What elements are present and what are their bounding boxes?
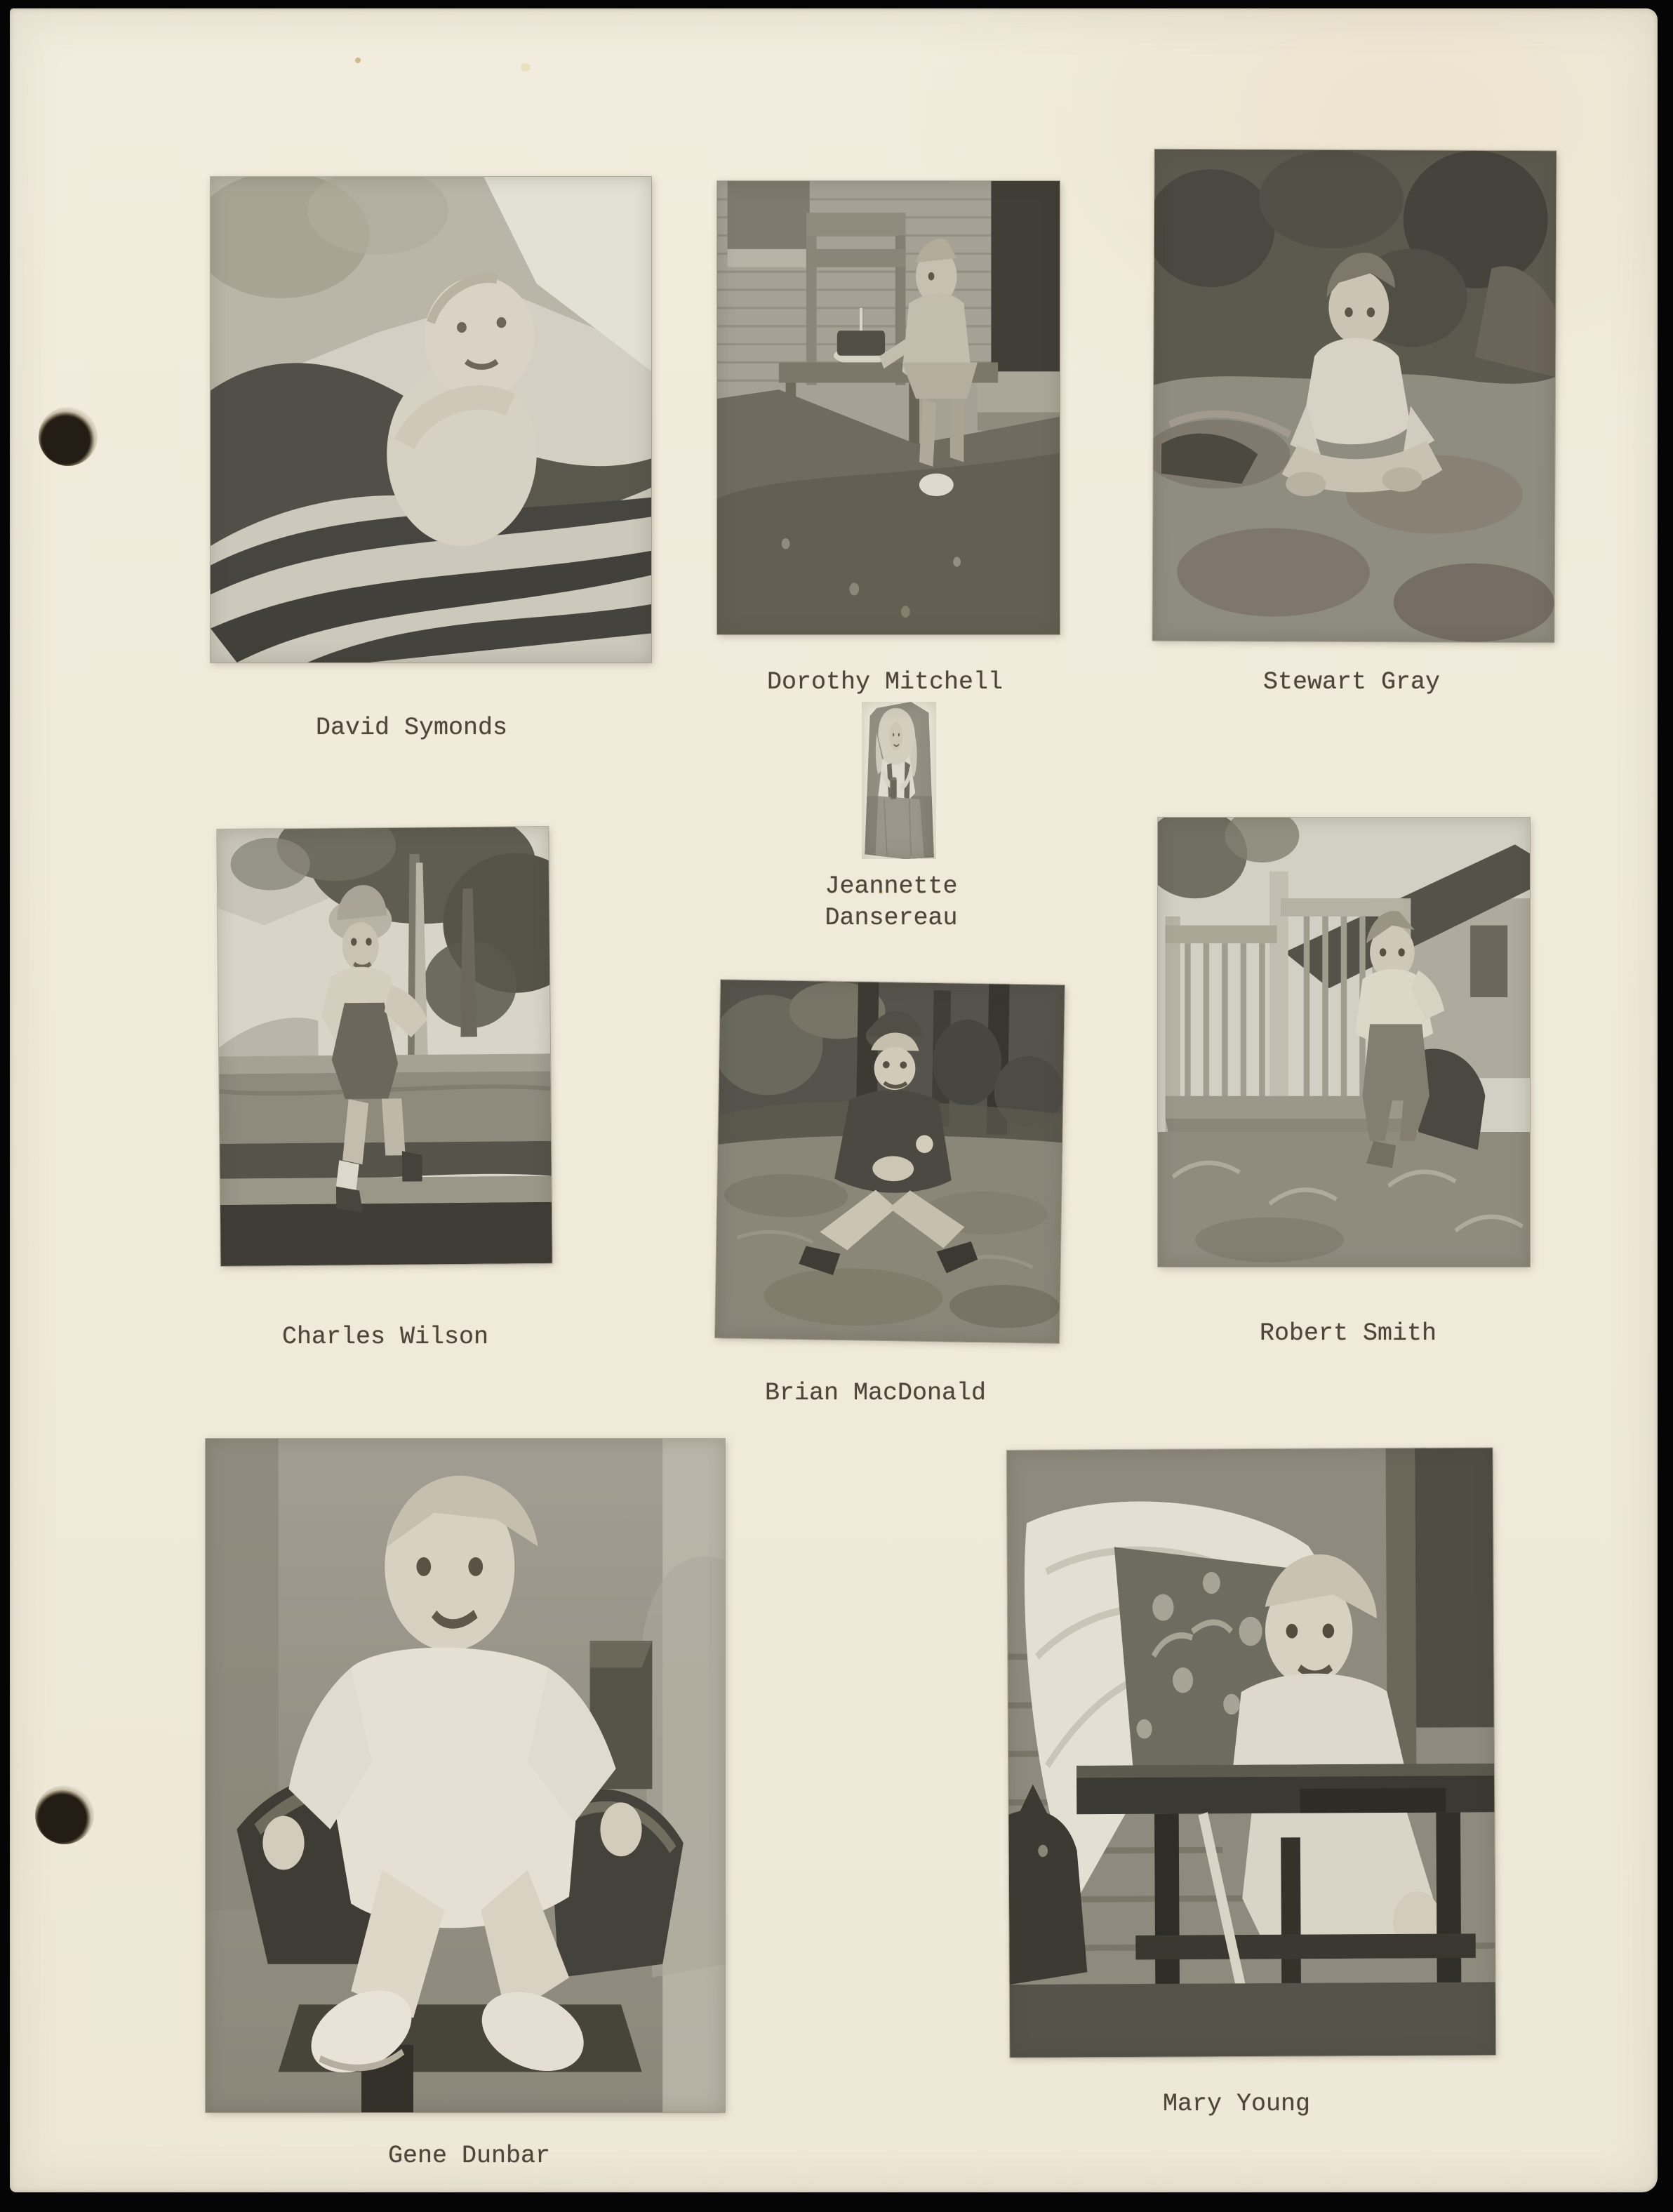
photo-mary-young-image xyxy=(1007,1448,1496,2058)
hole-punch-bottom xyxy=(35,1785,94,1844)
caption-gene-dunbar: Gene Dunbar xyxy=(388,2142,551,2170)
caption-dorothy-mitchell: Dorothy Mitchell xyxy=(767,668,1004,696)
caption-jeannette-dansereau xyxy=(807,871,975,934)
caption-mary-young: Mary Young xyxy=(1163,2090,1311,2118)
paper-stain xyxy=(355,58,361,63)
photo-stewart-gray xyxy=(1152,149,1556,642)
photo-david-symonds xyxy=(211,177,651,662)
photo-dorothy-mitchell-image xyxy=(717,181,1060,634)
photo-jeannette-cutout xyxy=(862,702,936,859)
photo-mary-young xyxy=(1007,1448,1496,2058)
photo-brian-macdonald xyxy=(715,980,1065,1343)
caption-charles-wilson: Charles Wilson xyxy=(282,1323,489,1351)
photo-charles-wilson-image xyxy=(217,827,552,1266)
caption-jeannette-line2: Dansereau xyxy=(825,904,958,932)
hole-punch-top xyxy=(39,407,98,466)
caption-stewart-gray: Stewart Gray xyxy=(1263,668,1441,696)
photo-jeannette-dansereau xyxy=(862,702,936,859)
photo-brian-macdonald-image xyxy=(715,980,1065,1343)
album-paper-sheet xyxy=(10,8,1658,2192)
photo-charles-wilson xyxy=(217,827,552,1266)
photo-stewart-gray-image xyxy=(1152,149,1556,642)
photo-robert-smith xyxy=(1158,818,1530,1267)
caption-brian-macdonald: Brian MacDonald xyxy=(765,1379,987,1407)
photo-david-symonds-image xyxy=(211,177,651,662)
photo-gene-dunbar xyxy=(206,1439,725,2112)
photo-robert-smith-image xyxy=(1158,818,1530,1267)
paper-stain xyxy=(521,63,531,72)
photo-jeannette-dansereau-image xyxy=(862,702,936,859)
photo-dorothy-mitchell xyxy=(717,181,1060,634)
caption-david-symonds: David Symonds xyxy=(316,714,508,742)
photo-gene-dunbar-image xyxy=(206,1439,725,2112)
caption-robert-smith: Robert Smith xyxy=(1260,1319,1437,1347)
caption-jeannette-line1: Jeannette xyxy=(825,872,958,900)
